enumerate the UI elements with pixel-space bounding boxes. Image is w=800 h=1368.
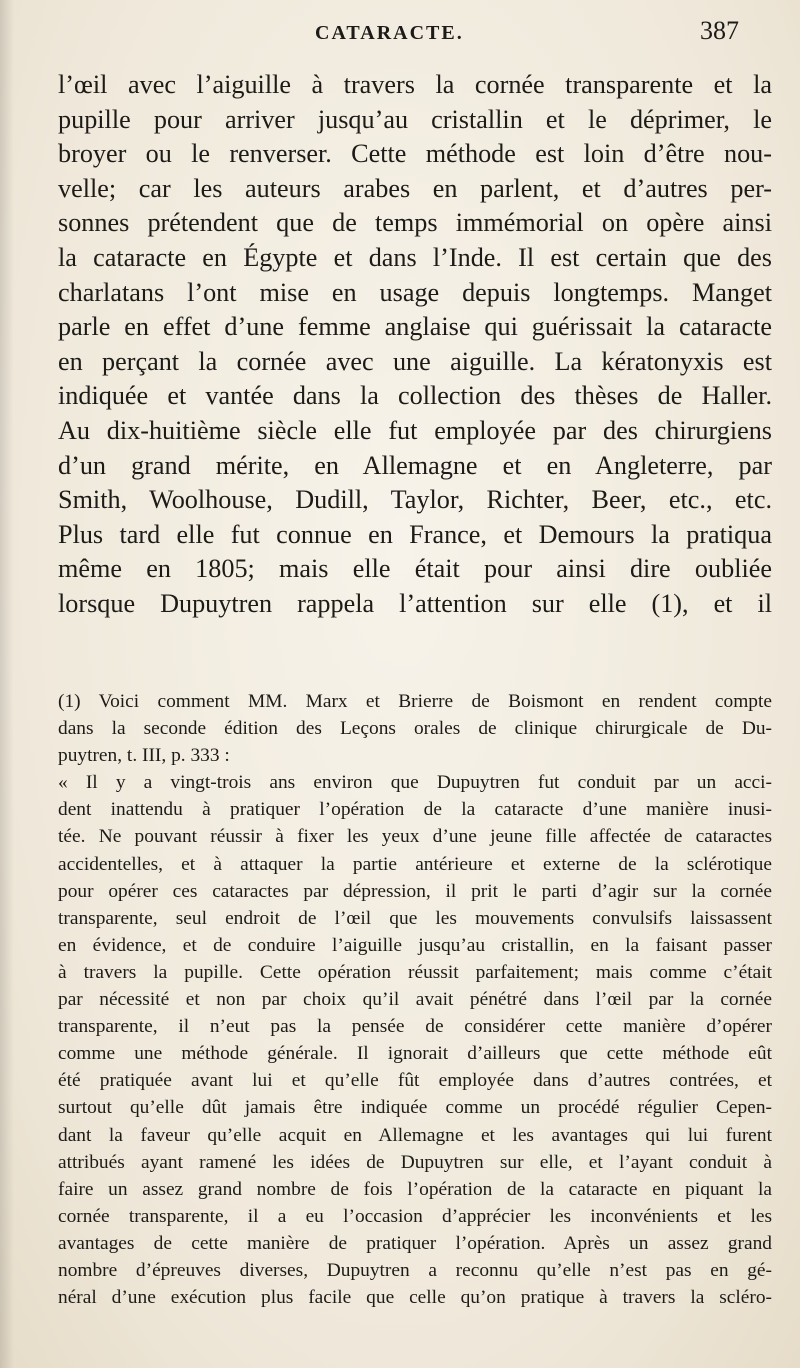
main-text [58,68,772,622]
text-line: parle en effet d’une femme anglaise qui guérissait la cataracte [58,312,772,342]
text-line: broyer ou le renverser. Cette méthode est loin d’être nou- [58,139,772,169]
text-line: l’œil avec l’aiguille à travers la cornée transparente et la [58,70,772,99]
text-line: lorsque Dupuytren rappela l’attention sur elle (1), et il [58,588,772,618]
text-line: sonnes prétendent que de temps immémorial on opère ainsi [58,208,772,238]
text-line: pupille pour arriver jusqu’au cristallin et le déprimer, le [58,104,772,134]
footnote-line: dans la seconde édition des Leçons orales de clinique chirurgicale de Du- [58,718,772,740]
text-line: même en 1805; mais elle était pour ainsi dire oubliée [58,554,772,584]
page-gutter-shadow [0,0,14,1368]
footnote-line: surtout qu’elle dût jamais être indiquée comme un procédé régulier Cepen- [58,1097,772,1119]
footnote-line: été pratiquée avant lui et qu’elle fût employée dans d’autres contrées, et [58,1070,772,1092]
text-line: charlatans l’ont mise en usage depuis longtemps. Manget [58,277,772,307]
footnote-line: néral d’une exécution plus facile que celle qu’on pratique à travers la scléro- [58,1287,772,1309]
text-line: Plus tard elle fut connue en France, et Demours la pratiqua [58,519,772,549]
footnote-line: cornée transparente, il a eu l’occasion d’apprécier les inconvénients et les [58,1205,772,1227]
text-line: en perçant la cornée avec une aiguille. La kératonyxis est [58,346,772,376]
footnote-line: faire un assez grand nombre de fois l’opération de la cataracte en piquant la [58,1178,772,1200]
footnote-line: accidentelles, et à attaquer la partie antérieure et externe de la sclérotique [58,853,772,875]
footnote-line: dant la faveur qu’elle acquit en Allemagne et les avantages qui lui furent [58,1124,772,1146]
footnote-line: transparente, il n’eut pas la pensée de considérer cette manière d’opérer [58,1016,772,1038]
text-line: la cataracte en Égypte et dans l’Inde. Il est certain que des [58,242,772,272]
footnote-line: dent inattendu à pratiquer l’opération de la cataracte d’une manière inusi- [58,799,772,821]
footnote-line: par nécessité et non par choix qu’il avait pénétré dans l’œil par la cornée [58,989,772,1011]
footnote-line: transparente, seul endroit de l’œil que les mouvements convulsifs laissassent [58,907,772,929]
footnote-line: attribués ayant ramené les idées de Dupuytren sur elle, et l’ayant conduit à [58,1151,772,1173]
text-line: velle; car les auteurs arabes en parlent, et d’autres per- [58,173,772,203]
page-header [60,14,780,54]
footnote-line: pour opérer ces cataractes par dépression, il prit le parti d’agir sur la cornée [58,880,772,902]
footnote-line: avantages de cette manière de pratiquer l’opération. Après un assez grand [58,1232,772,1254]
text-line: indiquée et vantée dans la collection des thèses de Haller. [58,381,772,411]
text-line: Au dix-huitième siècle elle fut employée par des chirurgiens [58,415,772,445]
footnote-line: tée. Ne pouvant réussir à fixer les yeux d’une jeune fille affectée de cataractes [58,826,772,848]
text-line: d’un grand mérite, en Allemagne et en Angleterre, par [58,450,772,480]
footnote-line: nombre d’épreuves diverses, Dupuytren a reconnu qu’elle n’est pas en gé- [58,1259,772,1281]
footnote-line: puytren, t. III, p. 333 : [58,745,230,767]
footnote-line: (1) Voici comment MM. Marx et Brierre de Boismont en rendent compte [58,691,772,712]
footnote-line: comme une méthode générale. Il ignorait d’ailleurs que cette méthode eût [58,1043,772,1065]
footnote [58,688,772,1311]
footnote-line: en évidence, et de conduire l’aiguille jusqu’au cristallin, en la faisant passer [58,934,772,956]
running-head: CATARACTE. [315,22,464,44]
text-line: Smith, Woolhouse, Dudill, Taylor, Richter, Beer, etc., etc. [58,485,772,515]
page-number: 387 [700,16,739,45]
footnote-line: à travers la pupille. Cette opération réussit parfaitement; mais comme c’était [58,961,772,983]
footnote-line: « Il y a vingt-trois ans environ que Dupuytren fut conduit par un acci- [58,772,772,794]
